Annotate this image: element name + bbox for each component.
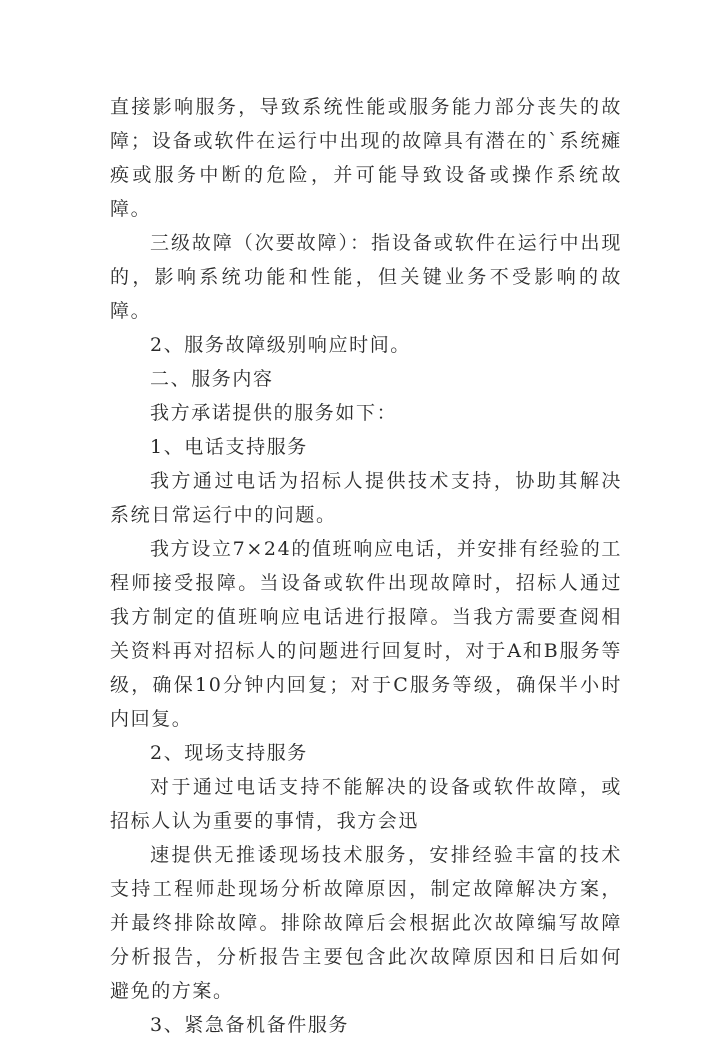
paragraph: 3、紧急备机备件服务 bbox=[150, 1014, 350, 1036]
paragraph: 二、服务内容 bbox=[150, 368, 274, 390]
paragraph: 我方承诺提供的服务如下： bbox=[150, 402, 398, 424]
paragraph: 2、现场支持服务 bbox=[150, 742, 308, 764]
paragraph: 对于通过电话支持不能解决的设备或软件故障，或招标人认为重要的事情，我方会迅 bbox=[110, 776, 622, 832]
paragraph: 2、服务故障级别响应时间。 bbox=[150, 334, 411, 356]
paragraph: 直接影响服务，导致系统性能或服务能力部分丧失的故障；设备或软件在运行中出现的故障具有潜在的`系统瘫痪或服务中断的危险，并可能导致设备或操作系统故障。 bbox=[110, 96, 622, 220]
paragraph: 1、电话支持服务 bbox=[150, 436, 308, 458]
paragraph: 速提供无推诿现场技术服务，安排经验丰富的技术支持工程师赴现场分析故障原因，制定故障解决方案，并最终排除故障。排除故障后会根据此次故障编写故障分析报告，分析报告主要包含此次故障原因和日后如何避免的方案。 bbox=[110, 844, 622, 1002]
paragraph: 三级故障（次要故障）：指设备或软件在运行中出现的，影响系统功能和性能，但关键业务不受影响的故障。 bbox=[110, 232, 622, 322]
paragraph: 我方通过电话为招标人提供技术支持，协助其解决系统日常运行中的问题。 bbox=[110, 470, 622, 526]
document-body bbox=[110, 90, 622, 1042]
paragraph: 我方设立7×24的值班响应电话，并安排有经验的工程师接受报障。当设备或软件出现故障时，招标人通过我方制定的值班响应电话进行报障。当我方需要查阅相关资料再对招标人的问题进行回复时，对于A和B服务等级，确保10分钟内回复；对于C服务等级，确保半小时内回复。 bbox=[110, 538, 622, 730]
